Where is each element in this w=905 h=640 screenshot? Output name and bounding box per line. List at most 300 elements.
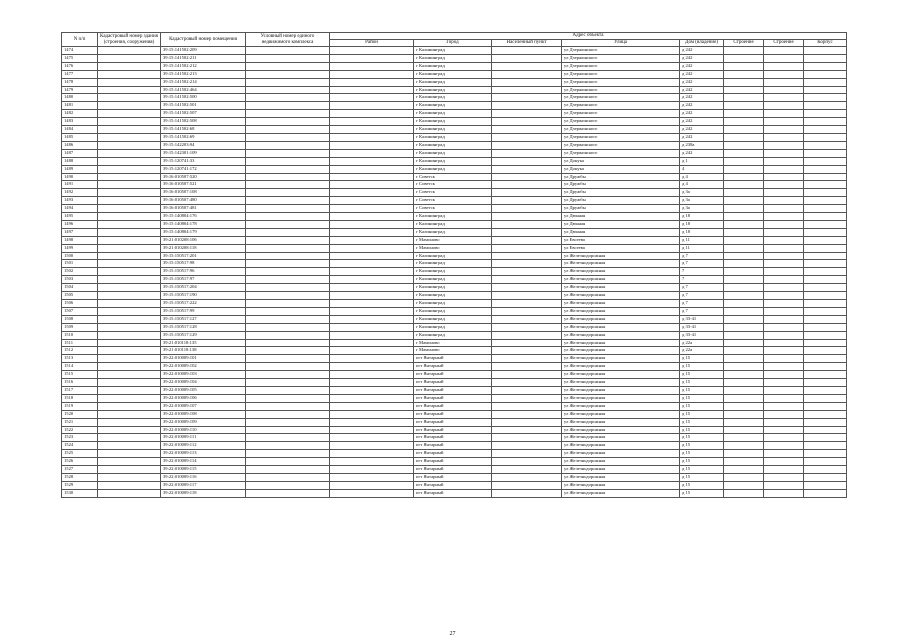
- cell-num: 1474: [62, 47, 98, 55]
- cell-city: пгт Янтарный: [414, 379, 492, 387]
- cell-korpus: [724, 458, 764, 466]
- cell-street: ул Железнодорожная: [562, 284, 680, 292]
- cell-city: г Мамоново: [414, 347, 492, 355]
- cell-premises: 39:15:140804:176: [161, 213, 246, 221]
- cell-district: [330, 252, 414, 260]
- cell-num: 1506: [62, 300, 98, 308]
- cell-house: д 15: [680, 394, 724, 402]
- cell-settlement: [492, 149, 562, 157]
- cell-district: [330, 94, 414, 102]
- cell-korpus: [724, 165, 764, 173]
- cell-building: [98, 323, 161, 331]
- cell-complex: [246, 110, 330, 118]
- cell-complex: [246, 197, 330, 205]
- cell-district: [330, 292, 414, 300]
- cell-stroenie: [764, 205, 804, 213]
- cell-premises: 39:15:141502:501: [161, 102, 246, 110]
- cell-house: 7: [680, 268, 724, 276]
- cell-complex: [246, 268, 330, 276]
- cell-building: [98, 189, 161, 197]
- cell-stroenie: [764, 86, 804, 94]
- table-row: [62, 371, 847, 379]
- cell-house: д 22а: [680, 347, 724, 355]
- cell-district: [330, 118, 414, 126]
- cell-building: [98, 54, 161, 62]
- cell-building: [98, 410, 161, 418]
- cell-premises: 39:15:120741:172: [161, 165, 246, 173]
- cell-kvartira: [804, 252, 847, 260]
- cell-house: д 15: [680, 434, 724, 442]
- cell-building: [98, 197, 161, 205]
- cell-house: д 7: [680, 284, 724, 292]
- cell-city: г Калининград: [414, 213, 492, 221]
- table-row: [62, 402, 847, 410]
- cell-kvartira: [804, 197, 847, 205]
- cell-korpus: [724, 205, 764, 213]
- cell-premises: 39:15:150517:99: [161, 307, 246, 315]
- cell-num: 1518: [62, 394, 98, 402]
- cell-district: [330, 62, 414, 70]
- cell-kvartira: [804, 458, 847, 466]
- cell-street: ул Донука: [562, 165, 680, 173]
- cell-kvartira: [804, 292, 847, 300]
- cell-city: г Калининград: [414, 118, 492, 126]
- cell-house: д 15: [680, 466, 724, 474]
- cell-city: г Калининград: [414, 260, 492, 268]
- table-row: [62, 86, 847, 94]
- cell-street: ул Дзержинского: [562, 47, 680, 55]
- cell-korpus: [724, 402, 764, 410]
- cell-building: [98, 260, 161, 268]
- cell-city: г Калининград: [414, 149, 492, 157]
- cell-building: [98, 458, 161, 466]
- cell-house: д 15: [680, 386, 724, 394]
- cell-house: д 15: [680, 426, 724, 434]
- cell-kvartira: [804, 181, 847, 189]
- cell-complex: [246, 205, 330, 213]
- cell-settlement: [492, 70, 562, 78]
- cell-street: ул Железнодорожная: [562, 473, 680, 481]
- cell-num: 1520: [62, 410, 98, 418]
- table-row: [62, 181, 847, 189]
- cell-complex: [246, 473, 330, 481]
- cell-house: д 15: [680, 450, 724, 458]
- cell-num: 1480: [62, 94, 98, 102]
- cell-korpus: [724, 371, 764, 379]
- cell-settlement: [492, 228, 562, 236]
- cell-building: [98, 418, 161, 426]
- header-korpus: Строение: [724, 40, 764, 47]
- cell-premises: 39:22:010009:114: [161, 458, 246, 466]
- cell-kvartira: [804, 141, 847, 149]
- cell-kvartira: [804, 70, 847, 78]
- cell-house: д 18: [680, 213, 724, 221]
- table-row: [62, 110, 847, 118]
- cell-korpus: [724, 213, 764, 221]
- cell-korpus: [724, 62, 764, 70]
- cell-stroenie: [764, 189, 804, 197]
- cell-building: [98, 355, 161, 363]
- cell-building: [98, 62, 161, 70]
- cell-building: [98, 181, 161, 189]
- cell-settlement: [492, 473, 562, 481]
- cell-premises: 39:22:010009:104: [161, 379, 246, 387]
- cell-stroenie: [764, 141, 804, 149]
- table-row: [62, 157, 847, 165]
- cell-building: [98, 434, 161, 442]
- cell-premises: 39:15:150517:129: [161, 331, 246, 339]
- table-row: [62, 252, 847, 260]
- cell-num: 1478: [62, 78, 98, 86]
- cell-city: г Советск: [414, 189, 492, 197]
- table-row: [62, 489, 847, 497]
- table-row: [62, 458, 847, 466]
- cell-settlement: [492, 205, 562, 213]
- cell-settlement: [492, 379, 562, 387]
- cell-premises: 39:15:140804:179: [161, 228, 246, 236]
- cell-kvartira: [804, 339, 847, 347]
- header-address-group: Адрес объекта: [330, 33, 847, 40]
- cell-building: [98, 473, 161, 481]
- cell-city: г Калининград: [414, 126, 492, 134]
- cell-num: 1511: [62, 339, 98, 347]
- cell-premises: 39:22:010009:112: [161, 442, 246, 450]
- cell-num: 1491: [62, 181, 98, 189]
- cell-complex: [246, 252, 330, 260]
- cell-building: [98, 426, 161, 434]
- cell-complex: [246, 118, 330, 126]
- cell-num: 1479: [62, 86, 98, 94]
- cell-stroenie: [764, 62, 804, 70]
- table-row: [62, 442, 847, 450]
- cell-korpus: [724, 244, 764, 252]
- cell-district: [330, 300, 414, 308]
- cell-stroenie: [764, 94, 804, 102]
- table-row: [62, 102, 847, 110]
- cell-city: пгт Янтарный: [414, 426, 492, 434]
- cell-city: г Калининград: [414, 276, 492, 284]
- cell-kvartira: [804, 434, 847, 442]
- cell-kvartira: [804, 402, 847, 410]
- cell-street: ул Железнодорожная: [562, 252, 680, 260]
- cell-street: ул Железнодорожная: [562, 292, 680, 300]
- cell-city: г Калининград: [414, 268, 492, 276]
- cell-building: [98, 315, 161, 323]
- cell-street: ул Железнодорожная: [562, 402, 680, 410]
- cell-district: [330, 260, 414, 268]
- table-row: [62, 379, 847, 387]
- cell-complex: [246, 489, 330, 497]
- cell-premises: 39:22:010009:110: [161, 426, 246, 434]
- cell-street: ул Железнодорожная: [562, 466, 680, 474]
- cell-korpus: [724, 86, 764, 94]
- cell-building: [98, 126, 161, 134]
- cell-stroenie: [764, 331, 804, 339]
- cell-district: [330, 434, 414, 442]
- cell-settlement: [492, 181, 562, 189]
- cell-street: ул Дюнная: [562, 220, 680, 228]
- cell-building: [98, 228, 161, 236]
- cell-korpus: [724, 110, 764, 118]
- cell-premises: 39:22:010009:101: [161, 355, 246, 363]
- cell-stroenie: [764, 236, 804, 244]
- cell-settlement: [492, 244, 562, 252]
- table-row: [62, 481, 847, 489]
- cell-city: пгт Янтарный: [414, 394, 492, 402]
- cell-city: пгт Янтарный: [414, 442, 492, 450]
- cell-building: [98, 252, 161, 260]
- cell-stroenie: [764, 300, 804, 308]
- cell-stroenie: [764, 197, 804, 205]
- cell-complex: [246, 54, 330, 62]
- cell-complex: [246, 458, 330, 466]
- cell-stroenie: [764, 458, 804, 466]
- cell-settlement: [492, 102, 562, 110]
- cell-house: д 242: [680, 149, 724, 157]
- cell-settlement: [492, 402, 562, 410]
- cell-city: г Советск: [414, 173, 492, 181]
- cell-city: г Калининград: [414, 220, 492, 228]
- cell-num: 1498: [62, 236, 98, 244]
- cell-district: [330, 205, 414, 213]
- cell-house: д 7: [680, 307, 724, 315]
- cell-house: д 242: [680, 126, 724, 134]
- cell-stroenie: [764, 78, 804, 86]
- cell-city: пгт Янтарный: [414, 363, 492, 371]
- cell-district: [330, 410, 414, 418]
- cell-premises: 39:22:010009:118: [161, 489, 246, 497]
- table-row: [62, 292, 847, 300]
- cell-district: [330, 181, 414, 189]
- cell-kvartira: [804, 94, 847, 102]
- cell-district: [330, 102, 414, 110]
- cell-house: д 242: [680, 78, 724, 86]
- cell-stroenie: [764, 307, 804, 315]
- cell-settlement: [492, 418, 562, 426]
- cell-settlement: [492, 197, 562, 205]
- cell-street: ул Дружбы: [562, 189, 680, 197]
- cell-district: [330, 78, 414, 86]
- cell-kvartira: [804, 244, 847, 252]
- registry-sheet: [61, 32, 846, 498]
- cell-kvartira: [804, 481, 847, 489]
- cell-complex: [246, 165, 330, 173]
- cell-kvartira: [804, 189, 847, 197]
- cell-complex: [246, 481, 330, 489]
- cell-district: [330, 331, 414, 339]
- cell-kvartira: [804, 228, 847, 236]
- cell-korpus: [724, 276, 764, 284]
- cell-complex: [246, 220, 330, 228]
- cell-num: 1516: [62, 379, 98, 387]
- cell-street: ул Железнодорожная: [562, 260, 680, 268]
- header-house: Дом (владение): [680, 40, 724, 47]
- cell-kvartira: [804, 323, 847, 331]
- cell-building: [98, 102, 161, 110]
- cell-complex: [246, 466, 330, 474]
- cell-settlement: [492, 410, 562, 418]
- cell-complex: [246, 394, 330, 402]
- cell-premises: 39:15:141502:209: [161, 47, 246, 55]
- cell-building: [98, 363, 161, 371]
- cell-street: ул Железнодорожная: [562, 323, 680, 331]
- cell-num: 1513: [62, 355, 98, 363]
- cell-house: д 242: [680, 62, 724, 70]
- cell-city: г Калининград: [414, 292, 492, 300]
- cell-korpus: [724, 47, 764, 55]
- cell-district: [330, 481, 414, 489]
- cell-korpus: [724, 323, 764, 331]
- cell-premises: 39:22:010009:113: [161, 450, 246, 458]
- cell-house: д 18: [680, 220, 724, 228]
- cell-kvartira: [804, 102, 847, 110]
- cell-num: 1487: [62, 149, 98, 157]
- cell-settlement: [492, 62, 562, 70]
- cell-complex: [246, 284, 330, 292]
- cell-kvartira: [804, 450, 847, 458]
- table-row: [62, 244, 847, 252]
- table-row: [62, 205, 847, 213]
- table-row: [62, 149, 847, 157]
- cell-city: пгт Янтарный: [414, 402, 492, 410]
- cell-kvartira: [804, 347, 847, 355]
- cell-kvartira: [804, 220, 847, 228]
- cell-korpus: [724, 315, 764, 323]
- cell-house: д 15: [680, 402, 724, 410]
- cell-num: 1524: [62, 442, 98, 450]
- cell-district: [330, 157, 414, 165]
- cell-district: [330, 442, 414, 450]
- cell-city: г Калининград: [414, 284, 492, 292]
- header-district: Район: [330, 40, 414, 47]
- cell-street: ул Железнодорожная: [562, 379, 680, 387]
- cell-kvartira: [804, 284, 847, 292]
- cell-district: [330, 426, 414, 434]
- cell-building: [98, 149, 161, 157]
- cell-building: [98, 386, 161, 394]
- cell-num: 1530: [62, 489, 98, 497]
- cell-building: [98, 205, 161, 213]
- cell-street: ул Дзержинского: [562, 133, 680, 141]
- cell-settlement: [492, 347, 562, 355]
- cell-korpus: [724, 386, 764, 394]
- cell-stroenie: [764, 434, 804, 442]
- cell-district: [330, 244, 414, 252]
- cell-house: д 11: [680, 244, 724, 252]
- cell-korpus: [724, 284, 764, 292]
- cell-num: 1502: [62, 268, 98, 276]
- cell-num: 1529: [62, 481, 98, 489]
- cell-complex: [246, 94, 330, 102]
- cell-district: [330, 189, 414, 197]
- cell-house: д 7: [680, 292, 724, 300]
- cell-stroenie: [764, 379, 804, 387]
- cell-building: [98, 300, 161, 308]
- cell-house: д 15: [680, 410, 724, 418]
- cell-settlement: [492, 78, 562, 86]
- cell-complex: [246, 363, 330, 371]
- cell-korpus: [724, 118, 764, 126]
- cell-kvartira: [804, 418, 847, 426]
- table-row: [62, 466, 847, 474]
- cell-city: г Калининград: [414, 157, 492, 165]
- table-row: [62, 197, 847, 205]
- cell-district: [330, 126, 414, 134]
- cell-stroenie: [764, 220, 804, 228]
- cell-korpus: [724, 260, 764, 268]
- table-row: [62, 141, 847, 149]
- cell-building: [98, 276, 161, 284]
- cell-building: [98, 481, 161, 489]
- cell-district: [330, 355, 414, 363]
- cell-street: ул Дюнная: [562, 228, 680, 236]
- cell-building: [98, 173, 161, 181]
- cell-district: [330, 110, 414, 118]
- cell-city: г Мамоново: [414, 236, 492, 244]
- cell-building: [98, 47, 161, 55]
- cell-num: 1527: [62, 466, 98, 474]
- cell-num: 1514: [62, 363, 98, 371]
- cell-premises: 39:15:150517:98: [161, 260, 246, 268]
- cell-building: [98, 379, 161, 387]
- cell-stroenie: [764, 394, 804, 402]
- cell-stroenie: [764, 173, 804, 181]
- cell-district: [330, 450, 414, 458]
- cell-stroenie: [764, 260, 804, 268]
- cell-building: [98, 331, 161, 339]
- cell-korpus: [724, 54, 764, 62]
- cell-premises: 39:22:010009:103: [161, 371, 246, 379]
- cell-stroenie: [764, 70, 804, 78]
- cell-district: [330, 466, 414, 474]
- cell-street: ул Железнодорожная: [562, 394, 680, 402]
- cell-kvartira: [804, 410, 847, 418]
- cell-premises: 39:21:010208:106: [161, 236, 246, 244]
- header-num: N п/п: [62, 33, 98, 47]
- cell-building: [98, 489, 161, 497]
- cell-house: д 242: [680, 70, 724, 78]
- cell-premises: 39:16:010507:481: [161, 205, 246, 213]
- table-row: [62, 426, 847, 434]
- cell-kvartira: [804, 371, 847, 379]
- cell-building: [98, 141, 161, 149]
- cell-kvartira: [804, 126, 847, 134]
- cell-city: г Калининград: [414, 323, 492, 331]
- cell-kvartira: [804, 205, 847, 213]
- cell-stroenie: [764, 244, 804, 252]
- cell-city: г Калининград: [414, 228, 492, 236]
- cell-stroenie: [764, 54, 804, 62]
- cell-kvartira: [804, 331, 847, 339]
- cell-complex: [246, 149, 330, 157]
- cell-settlement: [492, 442, 562, 450]
- cell-district: [330, 70, 414, 78]
- table-row: [62, 307, 847, 315]
- cell-complex: [246, 300, 330, 308]
- cell-settlement: [492, 292, 562, 300]
- cell-building: [98, 292, 161, 300]
- cell-complex: [246, 173, 330, 181]
- cell-street: ул Железнодорожная: [562, 276, 680, 284]
- cell-num: 1504: [62, 284, 98, 292]
- cell-stroenie: [764, 181, 804, 189]
- cell-city: пгт Янтарный: [414, 458, 492, 466]
- cell-stroenie: [764, 481, 804, 489]
- cell-num: 1512: [62, 347, 98, 355]
- cell-house: д 15: [680, 363, 724, 371]
- cell-district: [330, 307, 414, 315]
- cell-num: 1493: [62, 197, 98, 205]
